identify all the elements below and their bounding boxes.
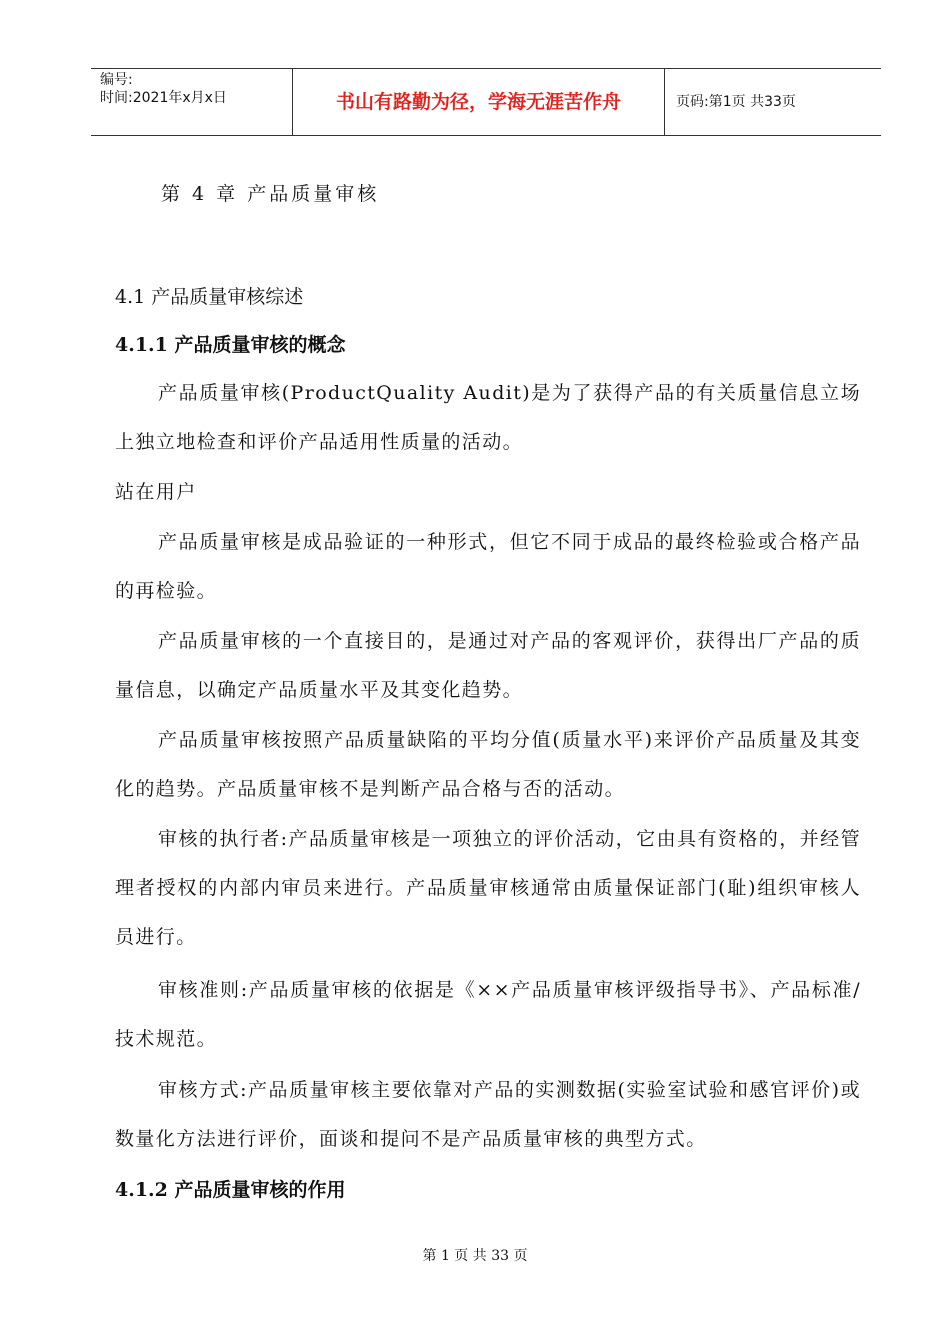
paragraph-executor: 审核的执行者:产品质量审核是一项独立的评价活动，它由具有资格的，并经管理者授权的内部内审员来进行。产品质量审核通常由质量保证部门(耻)组织审核人员进行。 — [115, 828, 861, 948]
header-motto-cell — [292, 69, 665, 135]
page-footer: 第 1 页 共 33 页 — [422, 1248, 528, 1264]
header-meta-cell — [91, 69, 292, 135]
paragraph-verification: 产品质量审核是成品验证的一种形式，但它不同于成品的最终检验或合格产品的再检验。 — [115, 531, 861, 602]
paragraph-user-stance: 站在用户 — [115, 481, 197, 503]
paragraph-purpose: 产品质量审核的一个直接目的，是通过对产品的客观评价，获得出厂产品的质量信息，以确定产品质量水平及其变化趋势。 — [115, 630, 861, 701]
header-motto: 书山有路勤为径，学海无涯苦作舟 — [335, 91, 621, 113]
paragraph-method: 审核方式:产品质量审核主要依靠对产品的实测数据(实验室试验和感官评价)或数量化方法进行评价，面谈和提问不是产品质量审核的典型方式。 — [115, 1079, 861, 1150]
header-page-cell — [665, 69, 881, 135]
document-time-label: 时间:2021年x月x日 — [100, 90, 227, 106]
subsection-title-concept: 4.1.1 产品质量审核的概念 — [115, 334, 346, 356]
header-page-number: 页码:第1页 共33页 — [676, 94, 796, 110]
paragraph-evaluation: 产品质量审核按照产品质量缺陷的平均分值(质量水平)来评价产品质量及其变化的趋势。产品质量审核不是判断产品合格与否的活动。 — [115, 729, 861, 800]
paragraph-criteria: 审核准则:产品质量审核的依据是《××产品质量审核评级指导书》、产品标准/技术规范。 — [115, 979, 861, 1050]
chapter-title: 第 4 章 产品质量审核 — [161, 183, 380, 205]
section-title: 4.1 产品质量审核综述 — [115, 286, 304, 308]
subsection-title-role: 4.1.2 产品质量审核的作用 — [115, 1179, 346, 1201]
paragraph-definition: 产品质量审核(ProductQuality Audit)是为了获得产品的有关质量信息立场上独立地检查和评价产品适用性质量的活动。 — [115, 382, 861, 453]
page-header — [91, 68, 881, 136]
document-code-label: 编号: — [100, 72, 133, 88]
